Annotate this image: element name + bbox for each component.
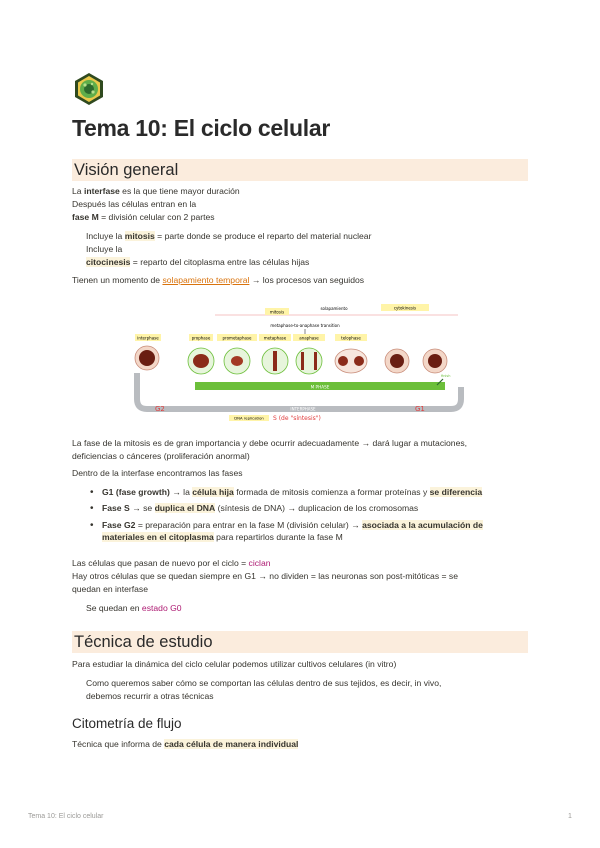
list-item-g2: • Fase G2 = preparación para entrar en la fase M (división celular) → asociada a la acumulación de materiales en el citoplasma para repartirlos durante la fase M (88, 519, 528, 544)
heading-tecnica-estudio: Técnica de estudio (72, 631, 528, 653)
cell-telophase (335, 349, 367, 373)
paragraph-in-vivo-2: debemos recurrir a otras técnicas (86, 691, 214, 701)
cell-prometaphase (224, 348, 250, 374)
interphase-bar-label: INTERPHASE (290, 406, 316, 412)
list-item-g1: • G1 (fase growth) → la célula hija formada de mitosis comienza a formar proteínas y se diferencia (88, 486, 528, 498)
paragraph-fase-m: fase M = división celular con 2 partes (72, 212, 215, 222)
footer-title: Tema 10: El ciclo celular (28, 813, 104, 820)
paragraph-neuronas-1: Hay otros células que se quedan siempre en G1 → no dividen = las neuronas son post-mitóticas = se (72, 571, 458, 581)
g2-label: G2 (155, 405, 165, 413)
interphase-label: interphase (137, 335, 159, 341)
paragraph-solapamiento: Tienen un momento de solapamiento temporal → los procesos van seguidos (72, 275, 365, 285)
cell-daughter-2 (423, 349, 447, 373)
page-number: 1 (568, 813, 572, 820)
paragraph-incluye: Incluye la (86, 244, 123, 254)
cell-interphase (135, 346, 159, 370)
cell-metaphase (262, 348, 288, 374)
solapamiento-label: solapamiento (320, 306, 348, 311)
paragraph-g0: Se quedan en estado G0 (86, 603, 182, 613)
paragraph-mitosis: Incluye la mitosis = parte donde se produce el reparto del material nuclear (86, 231, 372, 241)
finish-label: finish (441, 374, 451, 378)
paragraph-interfase: La interfase es la que tiene mayor duración (72, 186, 240, 196)
cytokinesis-label: cytokinesis (393, 305, 417, 311)
paragraph-importancia-1: La fase de la mitosis es de gran importancia y debe ocurrir adecuadamente → dará lugar a mutaciones, (72, 438, 468, 448)
paragraph-ciclan: Las células que pasan de nuevo por el ciclo = ciclan (72, 558, 271, 568)
heading-citometria: Citometría de flujo (72, 716, 182, 731)
mitosis-label: mitosis (269, 309, 285, 315)
interphase-track (137, 373, 461, 409)
page-title: Tema 10: El ciclo celular (72, 115, 330, 141)
paragraph-cultivos: Para estudiar la dinámica del ciclo celular podemos utilizar cultivos celulares (in vitro) (72, 659, 397, 669)
paragraph-despues: Después las células entran en la (72, 199, 197, 209)
paragraph-fases-intro: Dentro de la interfase encontramos las fases (72, 468, 243, 478)
prometaphase-label: prometaphase (222, 335, 252, 341)
cell-cycle-diagram (125, 303, 465, 429)
prophase-label: prophase (191, 335, 211, 341)
cell-anaphase (296, 348, 322, 374)
cell-icon (72, 72, 106, 106)
paragraph-neuronas-2: quedan en interfase (72, 584, 148, 594)
metaphase-label: metaphase (263, 335, 287, 341)
heading-vision-general: Visión general (72, 159, 528, 181)
telophase-label: telophase (341, 335, 361, 341)
paragraph-citocinesis: citocinesis = reparto del citoplasma entre las células hijas (86, 257, 310, 267)
m-phase-label: M PHASE (310, 384, 330, 390)
paragraph-importancia-2: deficiencias o cánceres (proliferación anormal) (72, 451, 250, 461)
s-label: S (de "síntesis") (273, 415, 321, 422)
cell-prophase (188, 348, 214, 374)
dna-label: DNA replication (234, 415, 264, 421)
phases-list (88, 486, 528, 548)
anaphase-label: anaphase (299, 335, 319, 341)
transition-label: metaphase-to-anaphase transition (270, 323, 340, 328)
cell-daughter-1 (385, 349, 409, 373)
solapamiento-link[interactable]: solapamiento temporal (162, 275, 250, 285)
list-item-s: • Fase S → se duplica el DNA (síntesis de DNA) → duplicacion de los cromosomas (88, 502, 528, 514)
paragraph-citometria: Técnica que informa de cada célula de manera individual (72, 739, 299, 749)
g1-label: G1 (415, 405, 425, 413)
paragraph-in-vivo-1: Como queremos saber cómo se comportan las células dentro de sus tejidos, es decir, in vivo, (86, 678, 442, 688)
